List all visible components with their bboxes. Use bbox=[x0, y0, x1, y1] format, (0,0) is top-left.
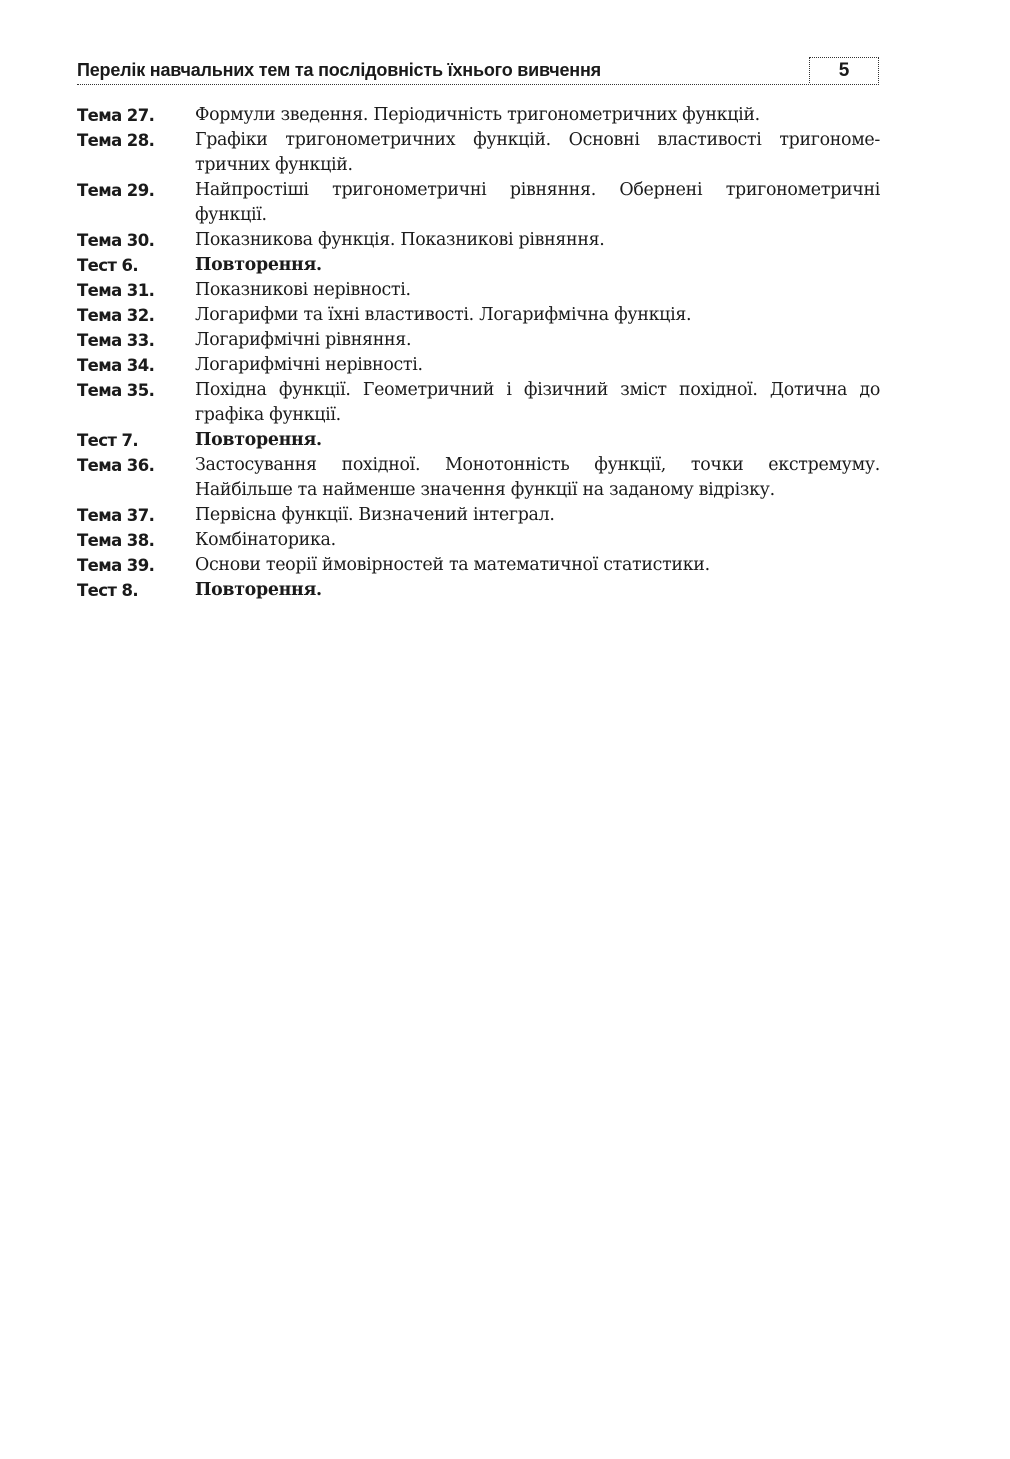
topic-text: Логарифми та їхні властивості. Логарифмічна функція. bbox=[195, 305, 692, 325]
topic-label: Тема 31. bbox=[77, 281, 155, 300]
page-number: 5 bbox=[809, 57, 879, 83]
list-item bbox=[77, 528, 880, 553]
topic-text: Застосування похідної. Монотонність функції, точки екстремуму. Найбільше та найменше значення функції на заданому відрізку. bbox=[195, 455, 880, 500]
list-item bbox=[77, 378, 880, 428]
topic-label: Тема 36. bbox=[77, 456, 155, 475]
topic-label: Тема 27. bbox=[77, 106, 155, 125]
topic-label: Тема 38. bbox=[77, 531, 155, 550]
test-text: Повторення. bbox=[195, 430, 322, 450]
topic-text: Найпростіші тригонометричні рівняння. Обернені тригонометричні функції. bbox=[195, 180, 880, 225]
topic-text: Основи теорії ймовірностей та математичної статистики. bbox=[195, 555, 710, 575]
list-item bbox=[77, 128, 880, 178]
list-item bbox=[77, 578, 880, 603]
test-label: Тест 7. bbox=[77, 431, 139, 450]
header-title: Перелік навчальних тем та послідовність їхнього вивчення bbox=[77, 60, 601, 80]
list-item bbox=[77, 103, 880, 128]
topic-text: Логарифмічні рівняння. bbox=[195, 330, 412, 350]
topic-label: Тема 28. bbox=[77, 131, 155, 150]
list-item bbox=[77, 353, 880, 378]
topic-label: Тема 30. bbox=[77, 231, 155, 250]
topic-text: Первісна функції. Визначений інтеграл. bbox=[195, 505, 555, 525]
topic-text: Логарифмічні нерівності. bbox=[195, 355, 423, 375]
topic-label: Тема 35. bbox=[77, 381, 155, 400]
topic-label: Тема 32. bbox=[77, 306, 155, 325]
list-item bbox=[77, 178, 880, 228]
topic-label: Тема 34. bbox=[77, 356, 155, 375]
list-item bbox=[77, 453, 880, 503]
topic-label: Тема 37. bbox=[77, 506, 155, 525]
test-text: Повторення. bbox=[195, 255, 322, 275]
topic-text: Графіки тригонометричних функцій. Основні властивості тригономе-тричних функцій. bbox=[195, 130, 880, 175]
list-item bbox=[77, 328, 880, 353]
list-item bbox=[77, 253, 880, 278]
list-item bbox=[77, 303, 880, 328]
test-label: Тест 8. bbox=[77, 581, 139, 600]
topic-text: Похідна функції. Геометричний і фізичний зміст похідної. Дотична до графіка функції. bbox=[195, 380, 880, 425]
topic-label: Тема 39. bbox=[77, 556, 155, 575]
topic-label: Тема 33. bbox=[77, 331, 155, 350]
list-item bbox=[77, 428, 880, 453]
page-header bbox=[77, 57, 879, 85]
topic-text: Комбінаторика. bbox=[195, 530, 336, 550]
list-item bbox=[77, 278, 880, 303]
list-item bbox=[77, 228, 880, 253]
topic-list bbox=[77, 103, 880, 603]
topic-text: Показникова функція. Показникові рівняння. bbox=[195, 230, 605, 250]
list-item bbox=[77, 503, 880, 528]
topic-text: Формули зведення. Періодичність тригонометричних функцій. bbox=[195, 105, 760, 125]
test-text: Повторення. bbox=[195, 580, 322, 600]
topic-text: Показникові нерівності. bbox=[195, 280, 411, 300]
topic-label: Тема 29. bbox=[77, 181, 155, 200]
list-item bbox=[77, 553, 880, 578]
test-label: Тест 6. bbox=[77, 256, 139, 275]
